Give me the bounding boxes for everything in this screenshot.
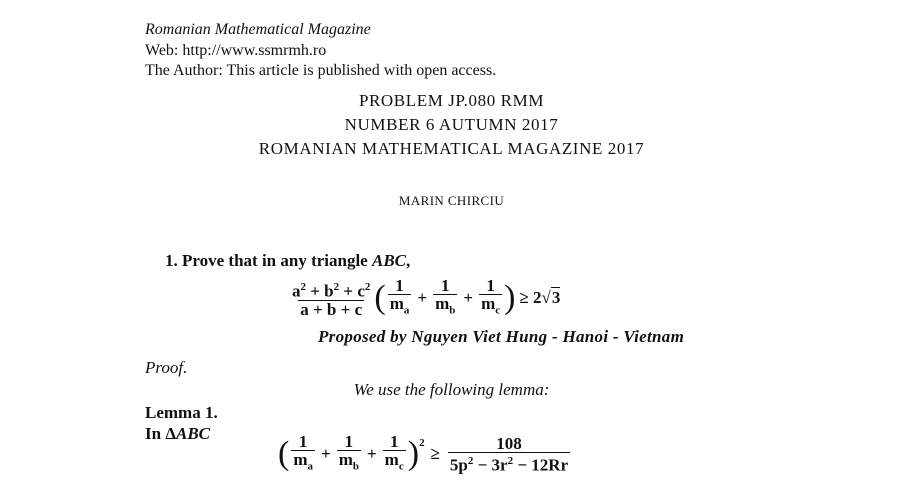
lemma-rhs-fraction: $\frac{108}{5p^2 - 3r^2 - 12Rr}$: [449, 433, 569, 475]
lemma-title: Lemma 1.: [145, 403, 218, 422]
title-line-3: ROMANIAN MATHEMATICAL MAGAZINE 2017: [258, 139, 645, 158]
proof-label: Proof.: [145, 358, 188, 377]
problem-statement: 1. Prove that in any triangle ABC,: [165, 251, 411, 270]
author-name: MARIN CHIRCIU: [398, 193, 505, 208]
web-line: Web: http://www.ssmrmh.ro: [145, 42, 327, 59]
proposer: Proposed by Nguyen Viet Hung - Hanoi - Vietnam: [318, 327, 685, 346]
proof-intro: We use the following lemma:: [353, 380, 550, 399]
journal-name: Romanian Mathematical Magazine: [145, 21, 371, 38]
lemma-context: In ΔABC: [145, 424, 211, 443]
lemma-inequality: ( $\frac{1}{m_a}$ + $\frac{1}{m_b}$ + $\frac{1}{m_c}$ ) $^2$ ≥ $\frac{108}{5p^2 - 3r^2 - 12Rr}$: [278, 432, 569, 475]
title-line-1: PROBLEM JP.080 RMM: [358, 91, 545, 110]
lhs-fraction: $\frac{a^2 + b^2 + c^2}{a + b + c}$: [292, 280, 371, 319]
problem-inequality: $\frac{a^2 + b^2 + c^2}{a + b + c}$ ( $\frac{1}{m_a}$ + $\frac{1}{m_b}$ + $\frac{1}{m_c}$ ) ≥ 2√3: [292, 276, 561, 319]
title-line-2: NUMBER 6 AUTUMN 2017: [344, 115, 559, 134]
lemma-rhs-num: 108: [496, 433, 522, 453]
author-note: The Author: This article is published with open access.: [145, 62, 497, 79]
